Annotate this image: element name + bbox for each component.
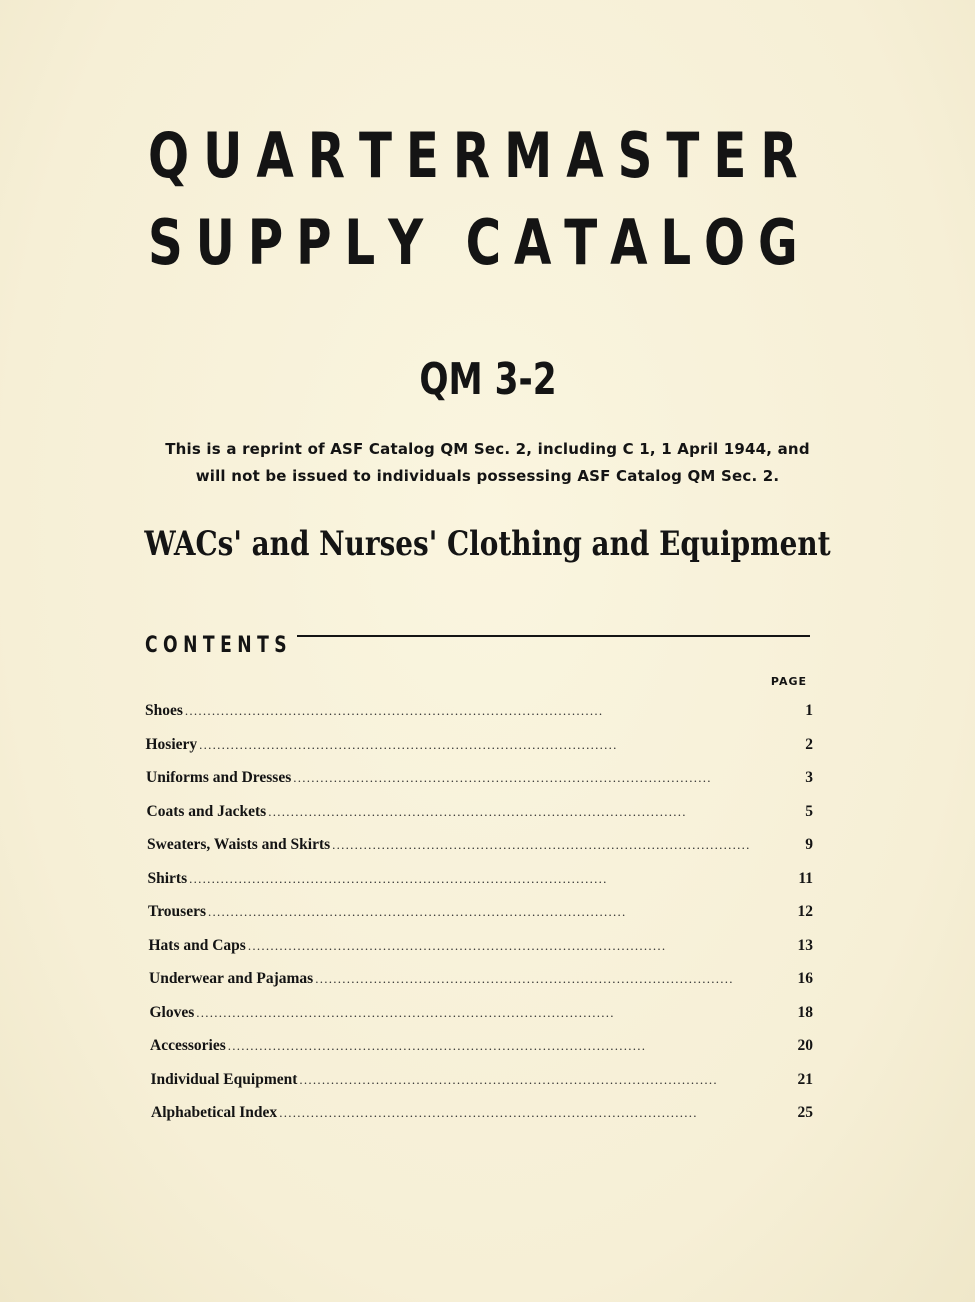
title-letter: A [513, 206, 552, 279]
contents-entry-page: 18 [797, 1003, 813, 1021]
title-letter: E [713, 119, 747, 192]
catalog-number [0, 354, 975, 405]
catalog-number-text: QM 3-2 [418, 354, 557, 405]
title-letter: T [666, 119, 700, 192]
reprint-note-line-2: will not be issued to individuals possessing ASF Catalog QM Sec. 2. [195, 467, 780, 485]
title-letter: M [504, 119, 553, 192]
contents-entry-label: Alphabetical Index [151, 1104, 278, 1121]
title-letter: L [344, 206, 376, 279]
contents-rule [297, 635, 810, 637]
contents-entry [145, 1035, 813, 1069]
subtitle [0, 524, 975, 564]
dot-leader [279, 1102, 789, 1124]
title-letter: A [610, 206, 648, 279]
contents-entry-label: Individual Equipment [150, 1070, 298, 1088]
contents-entry-page: 2 [805, 735, 813, 753]
contents-heading: CONTENTS [145, 633, 293, 658]
contents-entry [145, 968, 813, 1002]
title-letter: C [465, 206, 502, 279]
dot-leader [228, 1035, 789, 1057]
contents-list [145, 700, 813, 1136]
title-letter: R [307, 119, 345, 192]
contents-entry [145, 801, 813, 835]
dot-leader [299, 1069, 789, 1091]
dot-leader [268, 801, 789, 823]
title-letter: R [452, 119, 491, 192]
contents-entry-label: Gloves [149, 1003, 195, 1021]
title-letter: G [757, 206, 798, 279]
contents-entry-page: 9 [805, 836, 813, 853]
contents-entry [145, 734, 813, 768]
reprint-note [120, 436, 855, 490]
contents-entry [145, 868, 813, 902]
contents-entry-page: 12 [797, 903, 813, 920]
title-letter: R [760, 119, 798, 192]
title-letter: P [247, 206, 284, 279]
contents-entry-label: Hosiery [145, 735, 198, 753]
title-line-2 [148, 206, 798, 279]
contents-entry-page: 16 [797, 970, 813, 987]
contents-entry-label: Uniforms and Dresses [146, 769, 292, 786]
contents-entry [145, 700, 813, 734]
title-letter: A [256, 119, 294, 192]
contents-entry-page: 3 [805, 769, 813, 786]
dot-leader [189, 868, 789, 890]
contents-entry-label: Shirts [147, 869, 188, 887]
contents-entry [145, 1069, 813, 1103]
title-letter: T [564, 206, 598, 279]
subtitle-text: WACs' and Nurses' Clothing and Equipment [144, 524, 831, 564]
dot-leader [315, 968, 789, 990]
dot-leader [199, 734, 789, 756]
contents-entry-page: 25 [797, 1104, 813, 1121]
dot-leader [293, 767, 789, 789]
contents-entry-label: Sweaters, Waists and Skirts [147, 836, 331, 853]
contents-entry-label: Shoes [145, 702, 183, 719]
contents-entry-label: Hats and Caps [148, 936, 246, 954]
title-word-gap [436, 212, 453, 274]
contents-entry [145, 834, 813, 868]
title-letter: Y [388, 206, 424, 279]
contents-header [145, 632, 810, 660]
dot-leader [196, 1002, 789, 1024]
dot-leader [248, 935, 789, 957]
title-line-1 [148, 119, 798, 192]
title-letter: T [358, 119, 392, 192]
title-letter: U [203, 119, 243, 192]
contents-entry [145, 767, 813, 801]
contents-entry-page: 21 [797, 1070, 813, 1088]
title-letter: S [617, 119, 653, 192]
title-letter: E [405, 119, 439, 192]
contents-entry [145, 1002, 813, 1036]
contents-entry [145, 935, 813, 969]
contents-entry-page: 1 [805, 702, 813, 719]
title-letter: Q [148, 119, 190, 192]
contents-entry [145, 901, 813, 935]
title-letter: U [195, 206, 235, 279]
contents-entry-page: 11 [798, 869, 813, 887]
contents-entry-page: 13 [797, 936, 813, 954]
contents-entry-page: 20 [797, 1037, 813, 1054]
title-letter: P [296, 206, 332, 279]
dot-leader [332, 834, 789, 856]
contents-entry-label: Underwear and Pajamas [149, 970, 314, 987]
title-letter: A [566, 119, 604, 192]
page-column-label: PAGE [770, 675, 807, 688]
contents-entry-label: Accessories [150, 1037, 226, 1054]
dot-leader [185, 700, 789, 722]
reprint-note-line-1: This is a reprint of ASF Catalog QM Sec. 2, including C 1, 1 April 1944, and [165, 440, 810, 458]
title-letter: S [148, 206, 183, 279]
contents-entry-label: Trousers [148, 903, 206, 920]
contents-entry-page: 5 [805, 802, 813, 820]
dot-leader [208, 901, 789, 923]
contents-entry [145, 1102, 813, 1136]
title-letter: L [660, 206, 692, 279]
title-letter: O [704, 206, 746, 279]
contents-entry-label: Coats and Jackets [146, 802, 267, 820]
